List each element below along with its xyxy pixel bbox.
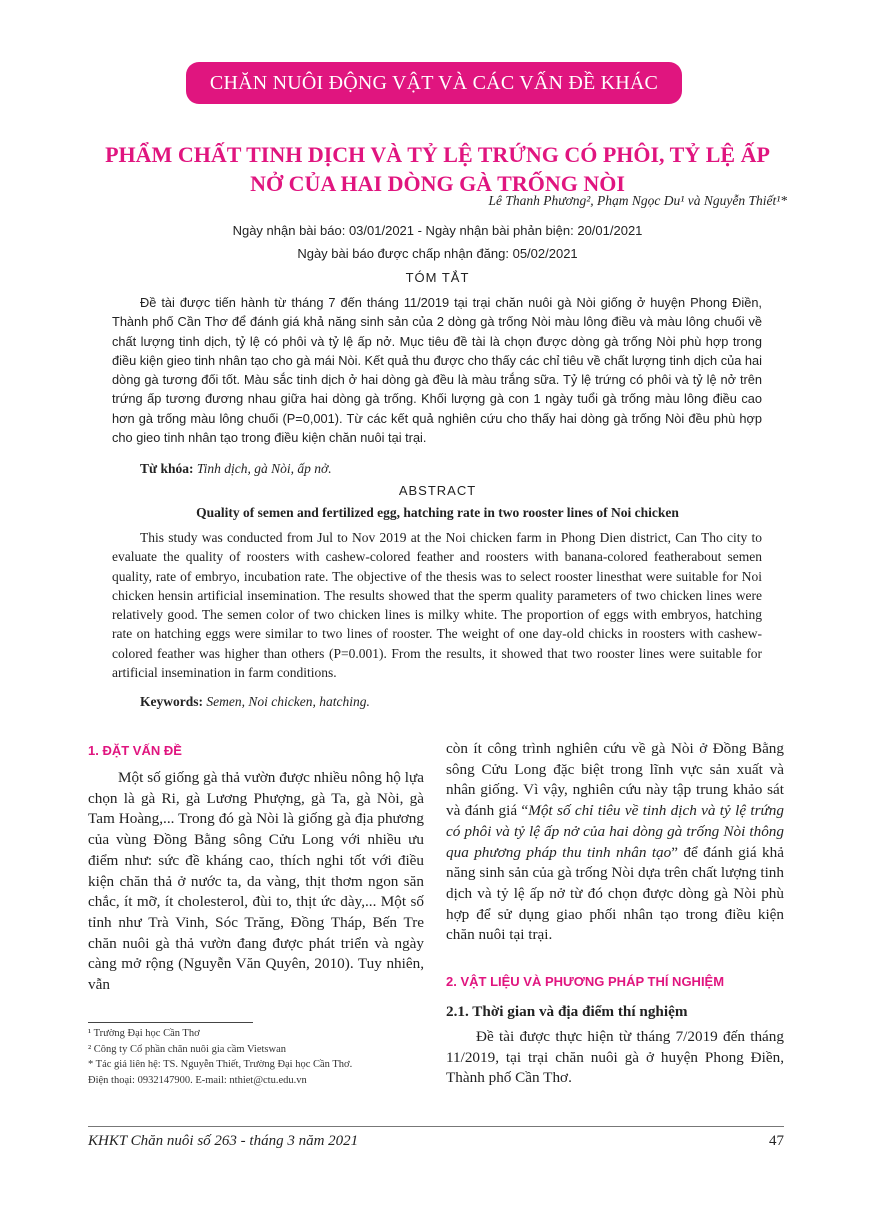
page-number: 47 [769, 1133, 784, 1149]
article-title-line-2: NỞ CỦA HAI DÒNG GÀ TRỐNG NÒI [250, 171, 625, 196]
abstract-heading: ABSTRACT [398, 483, 477, 498]
english-title: Quality of semen and fertilized egg, hatching rate in two rooster lines of Noi chicken [196, 505, 679, 520]
vi-keywords-label: Từ khóa: [140, 461, 194, 476]
tom-tat-heading: TÓM TẮT [405, 270, 470, 285]
footnote-3: * Tác giả liên hệ: TS. Nguyễn Thiết, Trường Đại học Cần Thơ. [88, 1059, 353, 1070]
footnote-4: Điện thoại: 0932147900. E-mail: nthiet@ctu.edu.vn [88, 1074, 307, 1086]
vi-keywords-text: Tinh dịch, gà Nòi, ấp nở. [196, 461, 332, 476]
en-keywords-label: Keywords: [140, 694, 203, 709]
article-title [60, 140, 815, 198]
section-1-heading: 1. ĐẶT VẤN ĐỀ [88, 743, 182, 758]
section-2-1-heading: 2.1. Thời gian và địa điểm thí nghiệm [446, 1003, 688, 1020]
section-1-left-paragraph: Một số giống gà thả vườn được nhiều nông hộ lựa chọn là gà Ri, gà Lương Phượng, gà Ta, gà Nòi, gà Tam Hoàng,... Trong đó gà Nòi là giống gà địa phương của vùng Đồng Bằng sông Cửu Long với nhiều ưu điểm như: sức đề kháng cao, thích nghi tốt với điều kiện chăn thả ở nước ta, da vàng, thịt thơm ngon săn chắc, ít mỡ, ít cholesterol, đùi to, thịt ức dày,... Một số tỉnh như Trà Vinh, Sóc Trăng, Đồng Tháp, Bến Tre chăn nuôi gà thả vườn đang được phát triển và ngày càng mở rộng (Nguyễn Văn Quyên, 2010). Tuy nhiên, vẫn [88, 769, 424, 994]
en-keywords-text: Semen, Noi chicken, hatching. [206, 694, 370, 709]
section-2-heading: 2. VẬT LIỆU VÀ PHƯƠNG PHÁP THÍ NGHIỆM [446, 974, 725, 989]
footnotes [88, 1026, 428, 1088]
received-dates: Ngày nhận bài báo: 03/01/2021 - Ngày nhận bài phản biện: 20/01/2021 [232, 223, 643, 238]
en-keywords [140, 694, 370, 710]
tom-tat-body: Đề tài được tiến hành từ tháng 7 đến tháng 11/2019 tại trại chăn nuôi gà Nòi giống ở huyện Phong Điền, Thành phố Cần Thơ để đánh giá khả năng sinh sản của 2 dòng gà trống Nòi màu lông điều và màu lông chuối về chất lượng tinh dịch, tỷ lệ có phôi và tỷ lệ ấp nở. Mục tiêu đề tài là chọn được dòng gà trống Nòi phù hợp trong điều kiện gieo tinh nhân tạo cho gà mái Nòi. Kết quả thu được cho thấy các chỉ tiêu về chất lượng tinh dịch của hai dòng gà tương đối tốt. Màu sắc tinh dịch ở hai dòng gà đều là màu trắng sữa. Tỷ lệ trứng có phôi và tỷ lệ nở trên trứng ấp tương đương nhau giữa hai dòng gà trống. Khối lượng gà con 1 ngày tuổi gà trống màu lông điều cao hơn gà trống màu lông chuối (P=0,001). Từ các kết quả nghiên cứu cho thấy hai dòng gà trống Nòi đều phù hợp cho gieo tinh nhân tạo trong điều kiện chăn nuôi tại trại. [112, 295, 762, 446]
right-text-italic: Một số chỉ tiêu về tinh dịch và tỷ lệ trứng có phôi và tỷ lệ ấp nở của hai dòng gà trống Nòi thông qua phương pháp thu tinh nhân tạo [446, 802, 784, 861]
footer-divider [88, 1126, 784, 1127]
vi-keywords [140, 461, 332, 477]
footnote-2: ² Công ty Cổ phần chăn nuôi gia cầm Vietswan [88, 1043, 286, 1055]
section-2-1-paragraph: Đề tài được thực hiện từ tháng 7/2019 đến tháng 11/2019, tại trại chăn nuôi gà ở huyện Phong Điền, Thành phố Cần Thơ. [446, 1028, 784, 1087]
section-1-right-paragraph [446, 739, 784, 946]
footnote-divider [88, 1022, 253, 1023]
journal-footer: KHKT Chăn nuôi số 263 - tháng 3 năm 2021 [88, 1133, 359, 1149]
section-banner: CHĂN NUÔI ĐỘNG VẬT VÀ CÁC VẤN ĐỀ KHÁC [186, 62, 682, 104]
right-text-a: còn ít công trình nghiên cứu về gà Nòi ở Đồng Bằng sông Cửu Long đặc biệt trong lĩnh vực sản xuất và nhân giống. Vì vậy, nghiên cứu này tập trung khảo sát và đánh giá “ [446, 740, 784, 820]
accepted-date: Ngày bài báo được chấp nhận đăng: 05/02/2021 [297, 246, 578, 261]
authors: Lê Thanh Phương², Phạm Ngọc Du¹ và Nguyễn Thiết¹* [488, 193, 787, 208]
article-title-line-1: PHẨM CHẤT TINH DỊCH VÀ TỶ LỆ TRỨNG CÓ PHÔI, TỶ LỆ ẤP [105, 142, 770, 167]
right-text-b: ” để đánh giá khả năng sinh sản của gà trống Nòi dựa trên chất lượng tinh dịch và tỷ lệ ấp nở từ đó chọn được dòng gà Nòi phù hợp để sử dụng giao phối nhân tạo trong điều kiện chăn nuôi tại trại. [446, 843, 784, 944]
abstract-body: This study was conducted from Jul to Nov 2019 at the Noi chicken farm in Phong Dien district, Can Tho city to evaluate the quality of roosters with cashew-colored feather and roosters with banana-colored featherabout semen quality, rate of embryo, incubation rate. The objective of the thesis was to select rooster linesthat were suitable for Noi chicken hensin artificial insemination. The results showed that the sperm quality parameters of two chicken lines were relatively good. The semen color of two chicken lines is milky white. The proportion of eggs with embryos, hatching rate on hatching eggs were similar to two lines of rooster. The weight of one day-old chicks in roosters with cashew-colored feather was higher than others (P=0.001). From the results, it showed that two rooster lines were suitable for artificial insemination in farm conditions. [112, 530, 762, 681]
footnote-1: ¹ Trường Đại học Cần Thơ [88, 1028, 200, 1039]
